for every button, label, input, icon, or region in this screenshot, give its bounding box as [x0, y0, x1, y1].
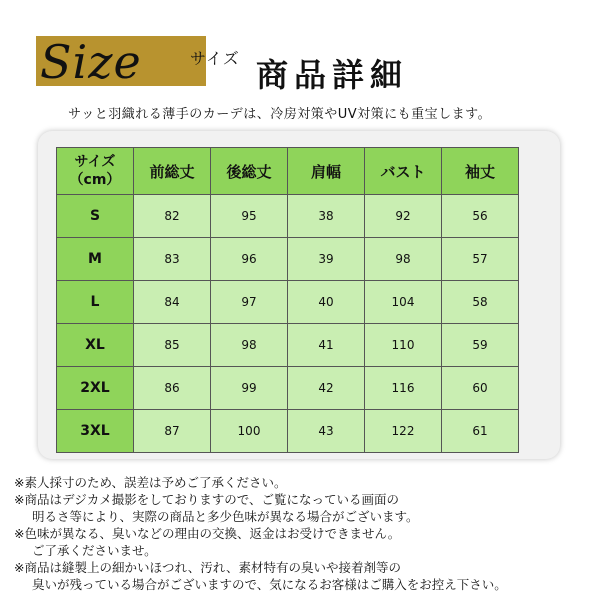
table-cell: 116	[365, 367, 442, 410]
size-label: サイズ	[190, 49, 240, 68]
table-cell: 122	[365, 410, 442, 453]
note-line: ※色味が異なる、臭いなどの理由の交換、返金はお受けできません。	[14, 526, 401, 541]
table-row	[57, 324, 519, 367]
table-cell: 59	[442, 324, 519, 367]
row-size-label: 3XL	[57, 410, 134, 453]
table-cell: 85	[134, 324, 211, 367]
table-cell: 61	[442, 410, 519, 453]
table-cell: 84	[134, 281, 211, 324]
corner-unit: （cm）	[69, 172, 121, 188]
row-size-label: S	[57, 195, 134, 238]
table-cell: 58	[442, 281, 519, 324]
table-cell: 42	[288, 367, 365, 410]
table-row	[57, 367, 519, 410]
table-cell: 98	[211, 324, 288, 367]
column-header: 肩幅	[288, 148, 365, 195]
size-table	[56, 147, 519, 453]
table-cell: 100	[211, 410, 288, 453]
table-row	[57, 281, 519, 324]
row-size-label: 2XL	[57, 367, 134, 410]
table-cell: 86	[134, 367, 211, 410]
table-cell: 83	[134, 238, 211, 281]
column-header: 後総丈	[211, 148, 288, 195]
note-line: ※商品はデジカメ撮影をしておりますので、ご覧になっている画面の	[14, 492, 399, 507]
table-cell: 57	[442, 238, 519, 281]
table-corner-header	[57, 148, 134, 195]
note-line: ※商品は縫製上の細かいほつれ、汚れ、素材特有の臭いや接着剤等の	[14, 560, 401, 575]
table-row	[57, 238, 519, 281]
table-row	[57, 410, 519, 453]
row-size-label: M	[57, 238, 134, 281]
table-cell: 92	[365, 195, 442, 238]
column-header: 前総丈	[134, 148, 211, 195]
table-cell: 95	[211, 195, 288, 238]
table-cell: 56	[442, 195, 519, 238]
table-cell: 38	[288, 195, 365, 238]
table-header-row	[57, 148, 519, 195]
table-cell: 99	[211, 367, 288, 410]
table-cell: 97	[211, 281, 288, 324]
corner-label: サイズ	[74, 154, 116, 170]
column-header: バスト	[365, 148, 442, 195]
note-line: 明るさ等により、実際の商品と多少色味が異なる場合がございます。	[32, 509, 419, 524]
page-title: 商品詳細	[256, 56, 409, 94]
table-cell: 39	[288, 238, 365, 281]
note-line: ※素人採寸のため、誤差は予めご了承ください。	[14, 475, 287, 490]
table-cell: 87	[134, 410, 211, 453]
note-line: 臭いが残っている場合がございますので、気になるお客様はご購入をお控え下さい。	[32, 577, 507, 592]
table-cell: 104	[365, 281, 442, 324]
table-cell: 43	[288, 410, 365, 453]
table-cell: 82	[134, 195, 211, 238]
table-cell: 110	[365, 324, 442, 367]
table-cell: 96	[211, 238, 288, 281]
size-script-heading: Size	[40, 35, 142, 89]
table-cell: 98	[365, 238, 442, 281]
table-cell: 60	[442, 367, 519, 410]
table-row	[57, 195, 519, 238]
row-size-label: XL	[57, 324, 134, 367]
row-size-label: L	[57, 281, 134, 324]
notes-section	[14, 474, 594, 593]
table-cell: 41	[288, 324, 365, 367]
note-line: ご了承くださいませ。	[32, 543, 157, 558]
column-header: 袖丈	[442, 148, 519, 195]
product-description: サッと羽織れる薄手のカーデは、冷房対策やUV対策にも重宝します。	[68, 107, 492, 122]
table-cell: 40	[288, 281, 365, 324]
